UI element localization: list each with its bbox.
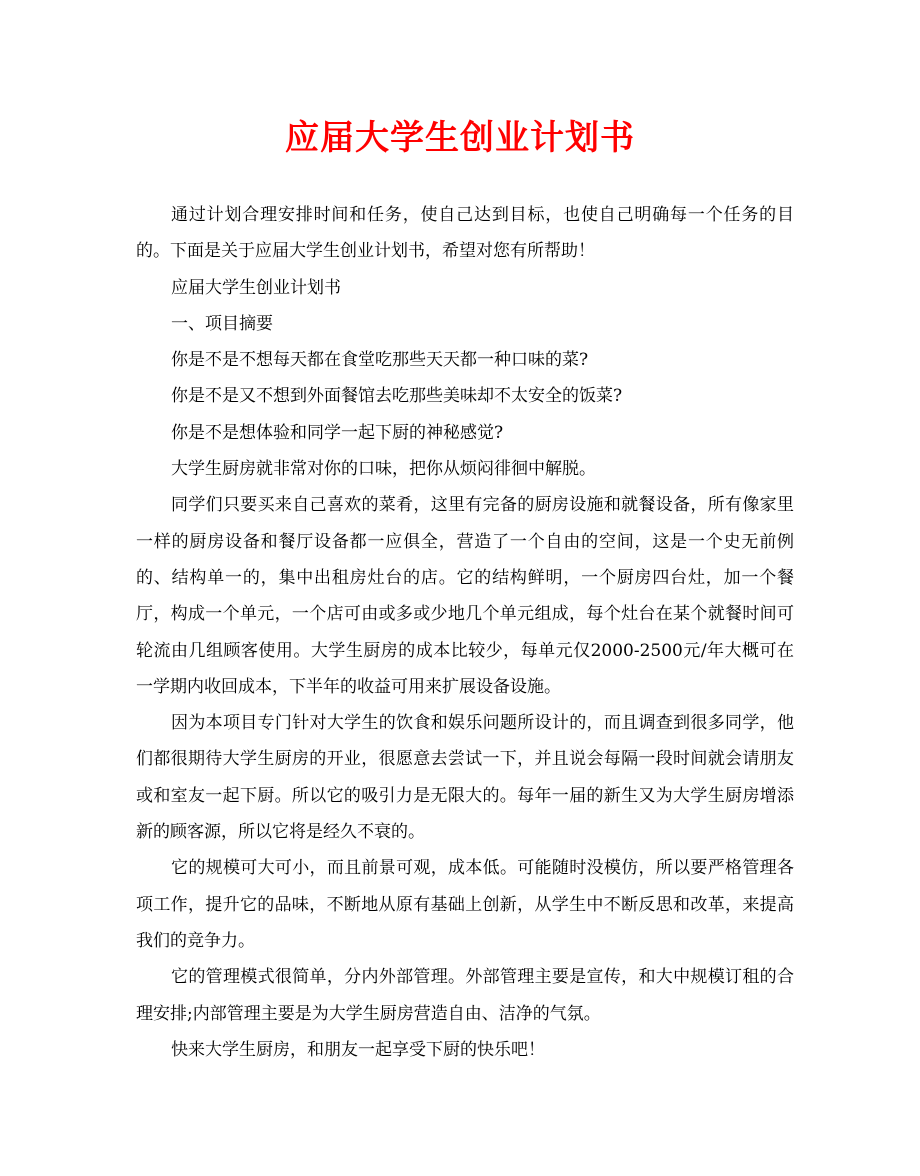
paragraph-management: 它的管理模式很简单，分内外部管理。外部管理主要是宣传，和大中规模订租的合理安排;内部管理主要是为大学生厨房营造自由、洁净的气氛。 [136,967,794,1024]
paragraph-answer: 大学生厨房就非常对你的口味，把你从烦闷徘徊中解脱。 [171,459,596,480]
document-body [136,197,794,1068]
paragraph-target-audience: 因为本项目专门针对大学生的饮食和娱乐问题所设计的，而且调查到很多同学，他们都很期待大学生厨房的开业，很愿意去尝试一下，并且说会每隔一段时间就会请朋友或和室友一起下厨。所以它的吸引力是无限大的。每年一届的新生又为大学生厨房增添新的顾客源，所以它将是经久不衰的。 [136,713,794,843]
document-title: 应届大学生创业计划书 [285,118,635,158]
paragraph-intro: 通过计划合理安排时间和任务，使自己达到目标，也使自己明确每一个任务的目的。下面是关于应届大学生创业计划书，希望对您有所帮助！ [136,205,794,262]
paragraph-facilities: 同学们只要买来自己喜欢的菜肴，这里有完备的厨房设施和就餐设备，所有像家里一样的厨房设备和餐厅设备都一应俱全，营造了一个自由的空间，这是一个史无前例的、结构单一的，集中出租房灶台的店。它的结构鲜明，一个厨房四台灶，加一个餐厅，构成一个单元，一个店可由或多或少地几个单元组成，每个灶台在某个就餐时间可轮流由几组顾客使用。大学生厨房的成本比较少，每单元仅2000-2500元/年大概可在一学期内收回成本，下半年的收益可用来扩展设备设施。 [136,495,794,697]
paragraph-closing: 快来大学生厨房，和朋友一起享受下厨的快乐吧！ [171,1039,545,1060]
paragraph-question-2: 你是不是又不想到外面餐馆去吃那些美味却不太安全的饭菜? [171,386,623,407]
paragraph-subtitle: 应届大学生创业计划书 [171,277,341,298]
section-heading-project-summary: 一、项目摘要 [171,313,273,334]
paragraph-scale: 它的规模可大可小，而且前景可观，成本低。可能随时没模仿，所以要严格管理各项工作，提升它的品味，不断地从原有基础上创新，从学生中不断反思和改革，来提高我们的竞争力。 [136,858,794,951]
paragraph-question-1: 你是不是不想每天都在食堂吃那些天天都一种口味的菜? [171,350,589,371]
paragraph-question-3: 你是不是想体验和同学一起下厨的神秘感觉? [171,422,504,443]
